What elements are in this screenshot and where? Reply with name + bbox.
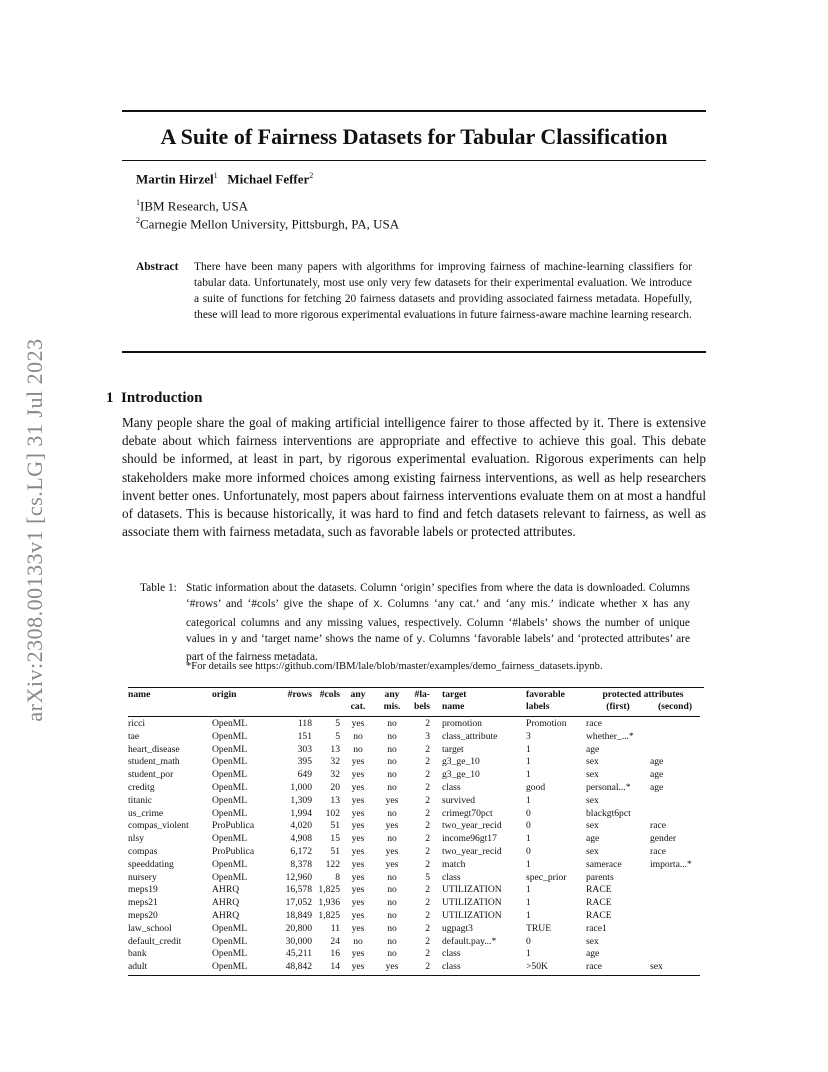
cell-protected-second: gender <box>650 833 677 845</box>
cell-target: target <box>442 743 464 755</box>
cell-labels: 2 <box>425 756 430 768</box>
cell-cols: 51 <box>330 820 340 832</box>
cell-protected-second <box>650 795 700 808</box>
table-row <box>128 833 700 846</box>
cell-any-mis: yes <box>385 820 399 832</box>
cell-any-cat: yes <box>351 756 365 768</box>
cell-favorable: 1 <box>526 884 531 896</box>
cell-protected-first: whether_...* <box>586 730 634 742</box>
cell-origin: OpenML <box>212 922 248 934</box>
affiliation-sup: 1 <box>136 198 140 207</box>
table-row <box>128 769 700 782</box>
cell-any-mis: no <box>387 948 397 960</box>
cell-target: match <box>442 858 466 870</box>
cell-origin: OpenML <box>212 730 248 742</box>
cell-any-mis: no <box>376 717 408 731</box>
cell-protected-first: personal...* <box>586 781 631 793</box>
cell-name: student_math <box>128 756 180 768</box>
cell-origin: ProPublica <box>212 845 255 857</box>
cell-rows: 118 <box>270 717 312 731</box>
cell-any-mis: yes <box>385 858 399 870</box>
cell-rows: 16,578 <box>285 884 312 896</box>
cell-favorable: 1 <box>526 794 531 806</box>
header-cols: #cols <box>319 689 340 700</box>
cell-protected-first: sex <box>586 769 599 781</box>
cell-any-cat: yes <box>351 909 365 921</box>
header-second: (second) <box>657 701 693 712</box>
cell-cols: 16 <box>330 948 340 960</box>
cell-rows: 649 <box>297 769 312 781</box>
cell-target: UTILIZATION <box>442 897 502 909</box>
cell-favorable: 1 <box>526 909 531 921</box>
cell-labels: 2 <box>425 858 430 870</box>
cell-rows: 17,052 <box>285 897 312 909</box>
cell-origin: OpenML <box>212 769 248 781</box>
abstract-text: There have been many papers with algorithms for improving fairness of machine-learning classifiers for tabular data. Unfortunately, most use only very few datasets for their experimental evaluation. We introduce a suite of functions for fetching 20 fairness datasets and providing associated fairness metadata. Hopefully, these will lead to more rigorous experimental evaluations in future fairness-aware machine learning research. <box>194 261 692 321</box>
arxiv-id: arXiv:2308.00133v1 [cs.LG] 31 Jul 2023 <box>22 338 47 722</box>
caption-part: . Columns ‘favorable labels’ and ‘protected attributes’ are part of the fairness metadata. <box>186 632 691 664</box>
cell-favorable: 1 <box>526 858 531 870</box>
caption-code: X <box>641 600 648 612</box>
caption-part: Static information about the datasets. Column ‘origin’ specifies from where the data is downloaded. Columns ‘#rows’ and ‘#cols’ give the shape of <box>186 582 690 611</box>
table-row <box>128 717 700 731</box>
header-name: name <box>128 689 151 700</box>
cell-origin: OpenML <box>212 781 248 793</box>
cell-cols: 15 <box>330 833 340 845</box>
cell-target: class_attribute <box>442 730 498 742</box>
cell-labels: 2 <box>425 845 430 857</box>
cell-any-cat: no <box>353 935 363 947</box>
cell-protected-first: age <box>586 948 600 960</box>
cell-favorable: 1 <box>526 833 531 845</box>
cell-name: speeddating <box>128 858 174 870</box>
cell-name: titanic <box>128 794 152 806</box>
cell-favorable: 1 <box>526 897 531 909</box>
cell-origin: OpenML <box>212 961 270 975</box>
cell-any-mis: no <box>387 909 397 921</box>
cell-protected-first: blackgt6pct <box>586 807 631 819</box>
table-caption <box>140 580 690 665</box>
cell-protected-first: race1 <box>586 922 607 934</box>
cell-cols: 20 <box>330 781 340 793</box>
cell-target: survived <box>442 794 476 806</box>
cell-cols: 24 <box>330 935 340 947</box>
cell-protected-first: RACE <box>586 909 612 921</box>
header-labels-2: bels <box>414 701 430 712</box>
cell-protected-second: race <box>650 845 666 857</box>
cell-favorable: 1 <box>526 948 531 960</box>
cell-protected-second <box>650 936 700 949</box>
cell-any-mis: yes <box>385 794 399 806</box>
paper-title: A Suite of Fairness Datasets for Tabular Classification <box>160 124 668 149</box>
cell-name: compas_violent <box>128 820 189 832</box>
cell-labels: 2 <box>425 807 430 819</box>
cell-favorable: 0 <box>526 807 531 819</box>
header-first: (first) <box>606 701 630 712</box>
cell-protected-second <box>650 731 700 744</box>
header-target-2: name <box>442 701 465 712</box>
table-row <box>128 859 700 872</box>
caption-label: Table 1: <box>140 582 177 594</box>
cell-target: class <box>442 948 461 960</box>
cell-target: g3_ge_10 <box>442 756 480 768</box>
cell-favorable: >50K <box>526 961 586 975</box>
cell-protected-second: age <box>650 781 664 793</box>
table-row <box>128 756 700 769</box>
cell-any-mis: yes <box>385 845 399 857</box>
cell-favorable: 0 <box>526 820 531 832</box>
cell-rows: 1,000 <box>290 781 312 793</box>
cell-origin: OpenML <box>212 743 248 755</box>
cell-target: crimegt70pct <box>442 807 493 819</box>
cell-labels: 2 <box>425 884 430 896</box>
cell-any-mis: no <box>387 884 397 896</box>
cell-target: class <box>430 961 526 975</box>
cell-labels: 2 <box>425 769 430 781</box>
cell-protected-second <box>650 744 700 757</box>
cell-origin: OpenML <box>212 948 248 960</box>
cell-labels: 2 <box>425 820 430 832</box>
cell-any-cat: no <box>353 730 363 742</box>
cell-any-mis: no <box>387 807 397 819</box>
cell-protected-first: age <box>586 833 600 845</box>
cell-labels: 2 <box>425 922 430 934</box>
header-any-mis: any <box>384 689 400 700</box>
cell-origin: OpenML <box>212 871 248 883</box>
table-footnote: *For details see https://github.com/IBM/lale/blob/master/examples/demo_fairness_datasets.ipynb. <box>186 661 603 672</box>
header-target: target <box>442 689 467 700</box>
cell-labels: 3 <box>425 730 430 742</box>
cell-cols: 5 <box>312 717 340 731</box>
table-row <box>128 808 700 821</box>
cell-name: default_credit <box>128 935 182 947</box>
cell-rows: 45,211 <box>285 948 312 960</box>
cell-labels: 2 <box>425 833 430 845</box>
cell-origin: OpenML <box>212 794 248 806</box>
cell-rows: 8,378 <box>290 858 312 870</box>
cell-origin: OpenML <box>212 756 248 768</box>
cell-name: creditg <box>128 781 155 793</box>
cell-protected-first: sex <box>586 935 599 947</box>
cell-name: meps19 <box>128 884 158 896</box>
cell-any-cat: yes <box>351 845 365 857</box>
cell-any-cat: yes <box>351 781 365 793</box>
cell-name: heart_disease <box>128 743 180 755</box>
cell-any-cat: yes <box>351 871 365 883</box>
cell-rows: 30,000 <box>285 935 312 947</box>
cell-any-mis: yes <box>376 961 408 975</box>
cell-name: compas <box>128 845 158 857</box>
cell-name: us_crime <box>128 807 164 819</box>
table-row <box>128 897 700 910</box>
cell-labels: 2 <box>425 743 430 755</box>
cell-favorable: Promotion <box>526 717 586 731</box>
caption-part: . Columns ‘any cat.’ and ‘any mis.’ indicate whether <box>379 598 642 611</box>
cell-name: nlsy <box>128 833 144 845</box>
header-favorable-2: labels <box>526 701 550 712</box>
cell-labels: 2 <box>425 948 430 960</box>
table-row <box>128 782 700 795</box>
table-row <box>128 795 700 808</box>
cell-rows: 151 <box>297 730 312 742</box>
cell-favorable: TRUE <box>526 922 552 934</box>
cell-target: two_year_recid <box>442 845 502 857</box>
cell-target: UTILIZATION <box>442 884 502 896</box>
header-labels: #la- <box>414 689 430 700</box>
cell-protected-second: age <box>650 769 664 781</box>
cell-protected-first: samerace <box>586 858 622 870</box>
cell-protected-first: sex <box>586 756 599 768</box>
cell-cols: 1,825 <box>318 884 340 896</box>
cell-origin: AHRQ <box>212 897 240 909</box>
cell-target: class <box>442 781 461 793</box>
cell-target: ugpagt3 <box>442 922 473 934</box>
cell-rows: 4,908 <box>290 833 312 845</box>
cell-cols: 32 <box>330 769 340 781</box>
cell-cols: 14 <box>312 961 340 975</box>
cell-labels: 2 <box>425 897 430 909</box>
affiliation-text: Carnegie Mellon University, Pittsburgh, PA, USA <box>140 216 400 232</box>
cell-labels: 2 <box>425 909 430 921</box>
cell-cols: 13 <box>330 743 340 755</box>
cell-protected-first: sex <box>586 794 599 806</box>
table-header-row <box>128 689 700 701</box>
cell-name: ricci <box>128 717 212 731</box>
cell-favorable: good <box>526 781 546 793</box>
cell-origin: AHRQ <box>212 884 240 896</box>
cell-name: tae <box>128 730 140 742</box>
caption-code: y <box>416 634 423 646</box>
cell-rows: 6,172 <box>290 845 312 857</box>
cell-any-cat: yes <box>351 820 365 832</box>
cell-labels: 2 <box>408 961 430 975</box>
cell-name: law_school <box>128 922 172 934</box>
author-sup: 1 <box>213 171 218 180</box>
cell-name: adult <box>128 961 212 975</box>
caption-code: y <box>231 634 238 646</box>
cell-target: two_year_recid <box>442 820 502 832</box>
caption-text <box>186 580 690 665</box>
cell-origin: OpenML <box>212 858 248 870</box>
cell-protected-first: parents <box>586 871 614 883</box>
cell-origin: OpenML <box>212 935 248 947</box>
table-row <box>128 846 700 859</box>
cell-protected-first: sex <box>586 820 599 832</box>
header-protected: protected attributes <box>602 689 684 700</box>
cell-any-mis: no <box>387 743 397 755</box>
cell-cols: 1,825 <box>318 909 340 921</box>
cell-cols: 5 <box>335 730 340 742</box>
cell-cols: 1,936 <box>318 897 340 909</box>
cell-favorable: 1 <box>526 756 531 768</box>
cell-any-cat: no <box>353 743 363 755</box>
cell-rows: 1,994 <box>290 807 312 819</box>
cell-name: nursery <box>128 871 157 883</box>
cell-favorable: 1 <box>526 743 531 755</box>
cell-any-cat: yes <box>351 794 365 806</box>
cell-labels: 5 <box>425 871 430 883</box>
cell-favorable: 0 <box>526 935 531 947</box>
cell-protected-second <box>650 808 700 821</box>
cell-protected-second <box>650 717 700 731</box>
cell-target: income96gt17 <box>442 833 497 845</box>
cell-protected-second <box>650 884 700 897</box>
cell-target: UTILIZATION <box>442 909 502 921</box>
cell-name: meps20 <box>128 909 158 921</box>
cell-labels: 2 <box>425 781 430 793</box>
cell-any-cat: yes <box>351 858 365 870</box>
datasets-table <box>128 689 700 976</box>
cell-any-cat: yes <box>340 717 376 731</box>
cell-labels: 2 <box>408 717 430 731</box>
table-header-row <box>128 701 700 717</box>
cell-any-mis: no <box>387 897 397 909</box>
cell-cols: 32 <box>330 756 340 768</box>
cell-protected-second <box>650 910 700 923</box>
cell-any-cat: yes <box>351 897 365 909</box>
cell-protected-first: race <box>586 717 650 731</box>
cell-cols: 11 <box>330 922 340 934</box>
cell-any-mis: no <box>387 871 397 883</box>
cell-any-mis: no <box>387 833 397 845</box>
abstract-label: Abstract <box>136 261 179 273</box>
cell-any-mis: no <box>387 730 397 742</box>
cell-protected-first: RACE <box>586 884 612 896</box>
cell-cols: 102 <box>325 807 340 819</box>
table-row <box>128 884 700 897</box>
cell-origin: AHRQ <box>212 909 240 921</box>
affiliation-sup: 2 <box>136 216 140 225</box>
title-bottom-rule <box>122 160 706 161</box>
table-row <box>128 936 700 949</box>
caption-code: X <box>373 600 380 612</box>
cell-origin: OpenML <box>212 807 248 819</box>
cell-protected-second: sex <box>650 961 700 975</box>
header-favorable: favorable <box>526 689 565 700</box>
cell-any-mis: no <box>387 922 397 934</box>
cell-labels: 2 <box>425 794 430 806</box>
section-title: Introduction <box>121 390 203 406</box>
cell-protected-first: race <box>586 961 650 975</box>
cell-cols: 13 <box>330 794 340 806</box>
table-row <box>128 923 700 936</box>
cell-any-cat: yes <box>351 833 365 845</box>
cell-protected-first: sex <box>586 845 599 857</box>
table-row <box>128 872 700 885</box>
header-any-cat-2: cat. <box>350 701 366 712</box>
cell-any-cat: yes <box>351 807 365 819</box>
table-row <box>128 961 700 975</box>
affiliation-text: IBM Research, USA <box>140 198 248 214</box>
author-name: Michael Feffer <box>227 171 310 187</box>
cell-any-mis: no <box>387 769 397 781</box>
cell-rows: 4,020 <box>290 820 312 832</box>
cell-any-cat: yes <box>351 922 365 934</box>
affiliation <box>136 198 248 214</box>
cell-rows: 1,309 <box>290 794 312 806</box>
cell-rows: 12,960 <box>285 871 312 883</box>
table-row <box>128 910 700 923</box>
cell-any-mis: no <box>387 935 397 947</box>
header-origin: origin <box>212 689 237 700</box>
title-top-rule <box>122 110 706 112</box>
cell-any-cat: yes <box>351 769 365 781</box>
intro-paragraph: Many people share the goal of making artificial intelligence fairer to those affected by it. There is extensive debate about which fairness interventions are appropriate and effective to achieve this goal. This debate should be informed, at least in part, by rigorous experimental evaluation. Rigorous experiments can help stakeholders make more informed choices among existing fairness interventions, as well as help researchers invent better ones. Unfortunately, most papers about fairness interventions evaluate them on at most a handful of datasets. This is because historically, it was hard to find and fetch datasets relevant to fairness, as well as associate them with fairness metadata, such as favorable labels or protected attributes. <box>122 415 706 540</box>
cell-name: bank <box>128 948 147 960</box>
section-number: 1 <box>106 390 114 406</box>
caption-part: has any categorical columns and any missing values, respectively. Column ‘#labels’ shows the number of unique values in <box>186 598 690 645</box>
cell-protected-second: race <box>650 820 666 832</box>
cell-labels: 2 <box>425 935 430 947</box>
affiliation <box>136 216 399 232</box>
cell-rows: 18,849 <box>285 909 312 921</box>
cell-rows: 395 <box>297 756 312 768</box>
author-list <box>136 171 313 187</box>
cell-any-cat: yes <box>340 961 376 975</box>
cell-favorable: 1 <box>526 769 531 781</box>
cell-cols: 51 <box>330 845 340 857</box>
abstract <box>136 259 692 323</box>
cell-rows: 303 <box>297 743 312 755</box>
table-row <box>128 744 700 757</box>
abstract-bottom-rule <box>122 351 706 353</box>
cell-target: promotion <box>430 717 526 731</box>
table-top-rule <box>128 687 704 688</box>
caption-part: and ‘target name’ shows the name of <box>237 632 417 645</box>
cell-cols: 8 <box>335 871 340 883</box>
cell-protected-first: age <box>586 743 600 755</box>
cell-protected-second <box>650 897 700 910</box>
cell-origin: OpenML <box>212 717 270 731</box>
author-name: Martin Hirzel <box>136 171 214 187</box>
cell-name: meps21 <box>128 897 158 909</box>
arxiv-sidebar-stamp <box>10 290 60 770</box>
cell-target: g3_ge_10 <box>442 769 480 781</box>
cell-favorable: 0 <box>526 845 531 857</box>
cell-protected-second: age <box>650 756 664 768</box>
cell-any-cat: yes <box>351 948 365 960</box>
section-heading <box>106 390 202 407</box>
cell-origin: OpenML <box>212 833 248 845</box>
cell-protected-first: RACE <box>586 897 612 909</box>
cell-any-mis: no <box>387 756 397 768</box>
cell-protected-second <box>650 872 700 885</box>
cell-any-cat: yes <box>351 884 365 896</box>
header-any-mis-2: mis. <box>383 701 401 712</box>
cell-protected-second <box>650 923 700 936</box>
cell-any-mis: no <box>387 781 397 793</box>
cell-target: default.pay...* <box>442 935 497 947</box>
cell-target: class <box>442 871 461 883</box>
header-any-cat: any <box>350 689 366 700</box>
cell-favorable: spec_prior <box>526 871 567 883</box>
table-row <box>128 731 700 744</box>
cell-origin: ProPublica <box>212 820 255 832</box>
cell-rows: 48,842 <box>270 961 312 975</box>
cell-protected-second <box>650 948 700 961</box>
cell-name: student_por <box>128 769 174 781</box>
author-sup: 2 <box>309 171 314 180</box>
cell-favorable: 3 <box>526 730 531 742</box>
table-row <box>128 948 700 961</box>
cell-rows: 20,800 <box>285 922 312 934</box>
cell-cols: 122 <box>325 858 340 870</box>
table-row <box>128 820 700 833</box>
cell-protected-second: importa...* <box>650 858 692 870</box>
header-rows: #rows <box>287 689 312 700</box>
